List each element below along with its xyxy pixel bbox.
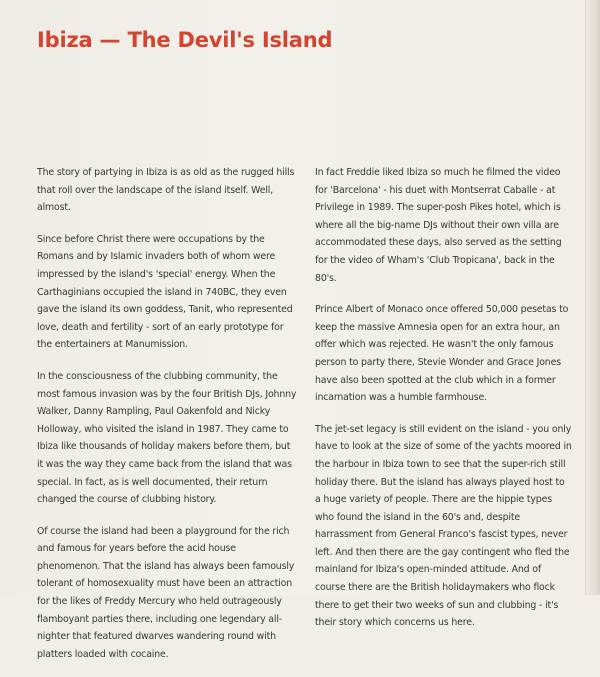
left-text-column bbox=[37, 164, 299, 677]
page-fold-edge bbox=[585, 0, 600, 595]
right-text-column bbox=[315, 164, 573, 646]
page-title: Ibiza — The Devil's Island bbox=[37, 28, 333, 52]
paragraph: Since before Christ there were occupations by the Romans and by Islamic invaders both of whom were impressed by the island's 'special' energy. When the Carthaginians occupied the island in 740BC, they even gave the island its own goddess, Tanit, who represented love, death and fertility - sort of an early prototype for the entertainers at Manumission. bbox=[37, 233, 293, 351]
paragraph: In fact Freddie liked Ibiza so much he filmed the video for 'Barcelona' - his duet with Montserrat Caballe - at Privilege in 1989. The super-posh Pikes hotel, which is where all the big-name DJs without their own villa are accommodated these days, also served as the setting for the video of Wham's 'Club Tropicana', back in the 80's. bbox=[315, 167, 562, 284]
paragraph: The story of partying in Ibiza is as old as the rugged hills that roll over the landscape of the island itself. Well, almost. bbox=[37, 167, 295, 214]
paragraph: Prince Albert of Monaco once offered 50,000 pesetas to keep the massive Amnesia open for an extra hour, an offer which was rejected. He wasn't the only famous person to party there, Stevie Wonder and Grace Jones have also been spotted at the club which in a former incarnation was a humble farmhouse. bbox=[315, 304, 569, 404]
paragraph: The jet-set legacy is still evident on the island - you only have to look at the size of some of the yachts moored in the harbour in Ibiza town to see that the super-rich still holiday there. But the island has always played host to a huge variety of people. There are the hippie types who found the island in the 60's and, despite harrassment from General Franco's fascist types, never left. And then there are the gay contingent who fled the mainland for Ibiza's open-minded attitude. And of course there are the British holidaymakers who flock there to get their two weeks of sun and clubbing - it's their story which concerns us here. bbox=[315, 423, 572, 629]
paragraph: Of course the island had been a playground for the rich and famous for years before the acid house phenomenon. That the island has always been famously tolerant of homosexuality must have been an attraction for the likes of Freddy Mercury who held outrageously flamboyant parties there, including one legendary all-nighter that featured dwarves wandering round with platters loaded with cocaine. bbox=[37, 525, 295, 660]
paragraph: In the consciousness of the clubbing community, the most famous invasion was by the four British DJs, Johnny Walker, Danny Rampling, Paul Oakenfold and Nicky Holloway, who visited the island in 1987. They came to Ibiza like thousands of holiday makers before them, but it was the way they came back from the island that was special. In fact, as is well documented, their return changed the course of clubbing history. bbox=[37, 370, 297, 506]
